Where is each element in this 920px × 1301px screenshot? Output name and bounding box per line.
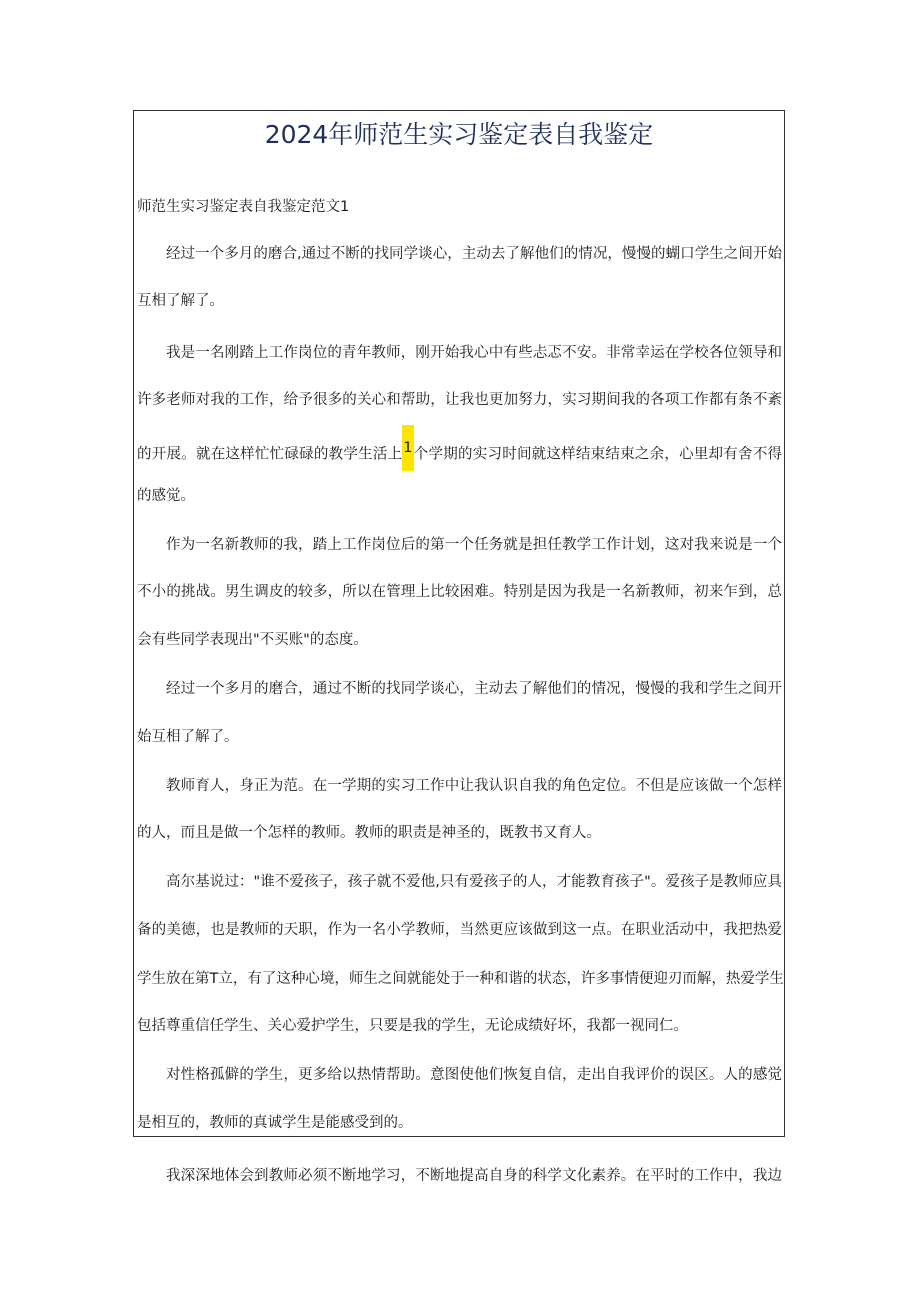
paragraph-line: 会有些同学表现出"不买账"的态度。 <box>137 632 368 648</box>
paragraph-line: 我是一名刚踏上工作岗位的青年教师，刚开始我心中有些忐忑不安。非常幸运在学校各位领导和 <box>166 345 782 361</box>
paragraph-line: 经过一个多月的磨合,通过不断的找同学谈心，主动去了解他们的情况，慢慢的蝴口学生之间开始 <box>166 246 782 262</box>
paragraph-line: 作为一名新教师的我，踏上工作岗位后的第一个任务就是担任教学工作计划，这对我来说是一个 <box>166 537 782 553</box>
paragraph-line: 教师育人，身正为范。在一学期的实习工作中让我认识自我的角色定位。不但是应该做一个怎样 <box>166 778 782 794</box>
highlighted-text: 1 <box>402 425 413 471</box>
paragraph-line: 始互相了解了。 <box>137 729 239 745</box>
paragraph-line: 高尔基说过："谁不爱孩子，孩子就不爱他,只有爱孩子的人，才能教育孩子"。爱孩子是教师应具 <box>166 874 782 890</box>
section-subtitle: 师范生实习鉴定表自我鉴定范文1 <box>137 199 350 215</box>
line-text-before-highlight: 的开展。就在这样忙忙碌碌的教学生活上 <box>137 446 403 463</box>
paragraph-line: 学生放在第T立，有了这种心境，师生之间就能处于一种和谐的状态，许多事情便迎刃而解，热爱学生 <box>137 971 784 987</box>
paragraph-line: 不小的挑战。男生调皮的较多，所以在管理上比较困难。特别是因为我是一名新教师，初来乍到，总 <box>137 584 782 600</box>
paragraph-line: 包括尊重信任学生、关心爱护学生，只要是我的学生，无论成绩好坏，我都一视同仁。 <box>137 1018 688 1034</box>
paragraph-line: 的人，而且是做一个怎样的教师。教师的职责是神圣的，既教书又育人。 <box>137 825 601 841</box>
paragraph-line: 备的美德，也是教师的天职，作为一名小学教师，当然更应该做到这一点。在职业活动中，我把热爱 <box>137 922 782 938</box>
paragraph-line: 许多老师对我的工作，给予很多的关心和帮助，让我也更加努力，实习期间我的各项工作都有条不紊 <box>137 392 782 408</box>
paragraph-line: 经过一个多月的磨合，通过不断的找同学谈心，主动去了解他们的情况，慢慢的我和学生之间开 <box>166 681 782 697</box>
paragraph-line: 是相互的，教师的真诚学生是能感受到的。 <box>137 1115 413 1131</box>
paragraph-line: 互相了解了。 <box>137 293 224 309</box>
paragraph-line: 的感觉。 <box>137 488 195 504</box>
line-text-after-highlight: 个学期的实习时间就这样结束结束之余，心里却有舍不得 <box>413 446 782 463</box>
page-title: 2024年师范生实习鉴定表自我鉴定 <box>264 120 654 149</box>
paragraph-line <box>137 438 782 471</box>
paragraph-line: 对性格孤僻的学生，更多给以热情帮助。意图使他们恢复自信，走出自我评价的误区。人的感觉 <box>166 1067 782 1083</box>
paragraph-line: 我深深地体会到教师必须不断地学习，不断地提高自身的科学文化素养。在平时的工作中，我边 <box>166 1168 782 1184</box>
